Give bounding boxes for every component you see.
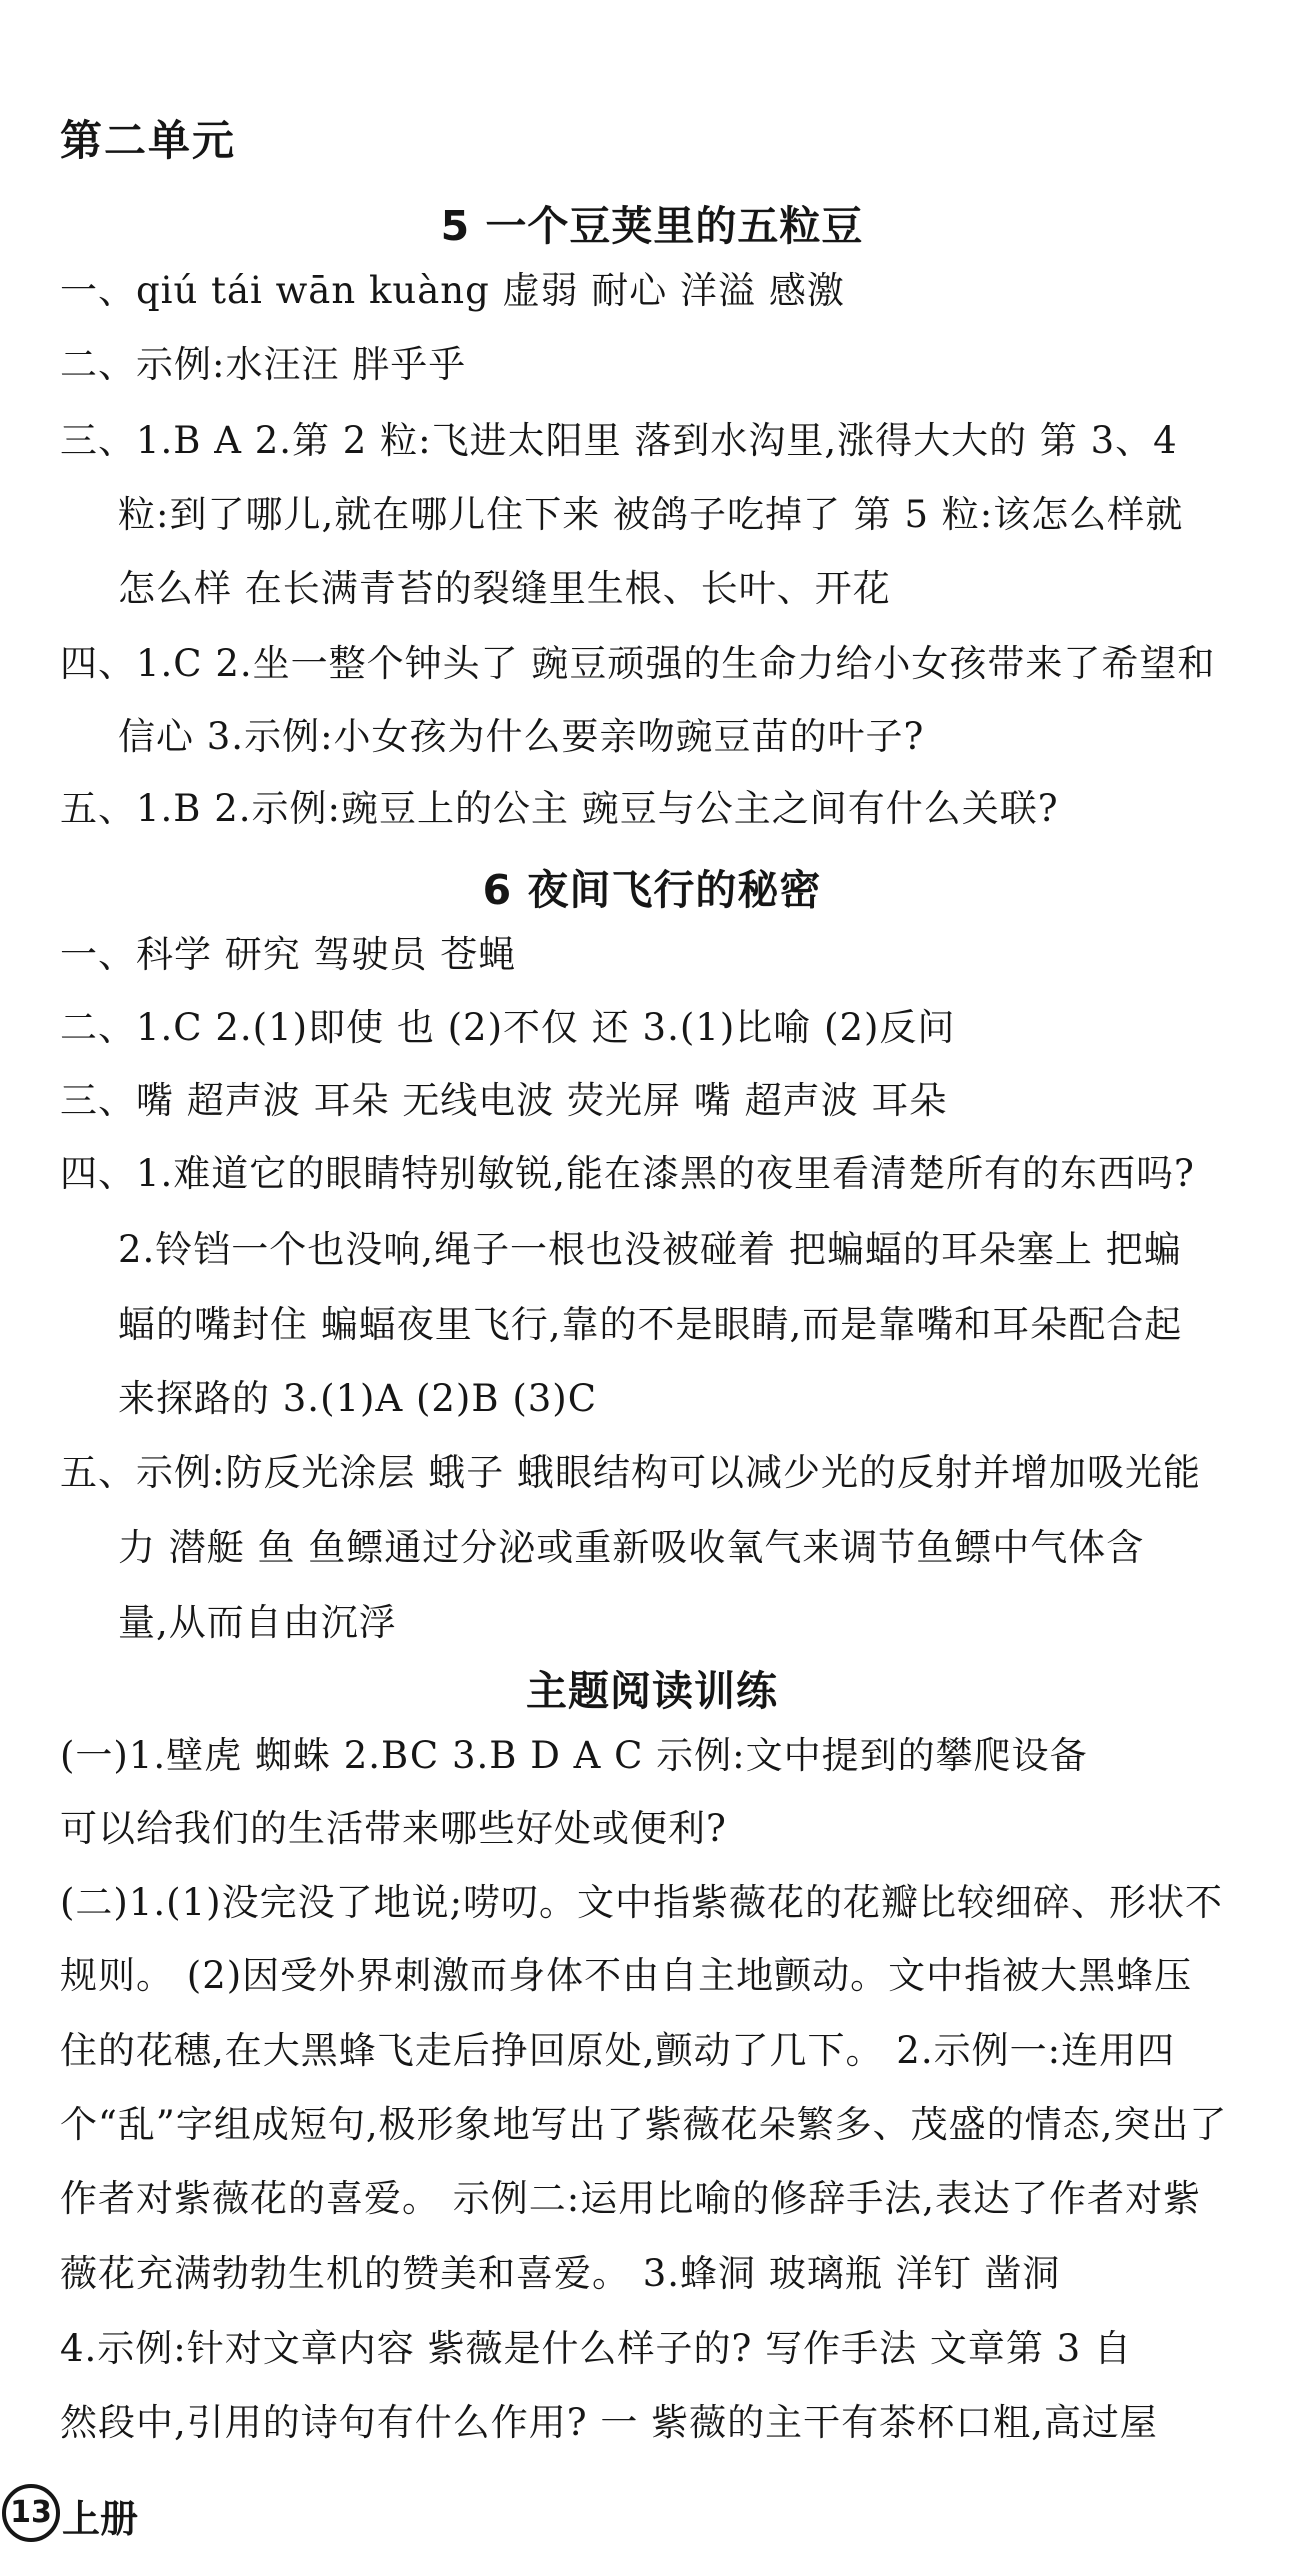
answer-line: 规则。 (2)因受外界刺激而身体不由自主地颤动。文中指被大黑蜂压 — [60, 1954, 1193, 1997]
answer-line: 力 潜艇 鱼 鱼鳔通过分泌或重新吸收氧气来调节鱼鳔中气体含 — [118, 1526, 1145, 1569]
answer-line: 怎么样 在长满青苔的裂缝里生根、长叶、开花 — [118, 567, 891, 610]
answer-line: (二)1.(1)没完没了地说;唠叨。文中指紫薇花的花瓣比较细碎、形状不 — [60, 1881, 1224, 1924]
answer-line: 来探路的 3.(1)A (2)B (3)C — [118, 1377, 598, 1420]
answer-line: 住的花穗,在大黑蜂飞走后挣回原处,颤动了几下。 2.示例一:连用四 — [60, 2029, 1176, 2072]
answer-line: 个“乱”字组成短句,极形象地写出了紫薇花朵繁多、茂盛的情态,突出了 — [60, 2103, 1228, 2146]
section-title-lesson-6: 6 夜间飞行的秘密 — [482, 866, 822, 914]
answer-line: 二、1.C 2.(1)即使 也 (2)不仅 还 3.(1)比喻 (2)反问 — [60, 1006, 956, 1049]
answer-line: 三、1.B A 2.第 2 粒:飞进太阳里 落到水沟里,涨得大大的 第 3、4 — [60, 419, 1178, 462]
answer-line: 2.铃铛一个也没响,绳子一根也没被碰着 把蝙蝠的耳朵塞上 把蝙 — [118, 1228, 1182, 1271]
answer-line: 二、示例:水汪汪 胖乎乎 — [60, 343, 467, 386]
answer-line: 五、1.B 2.示例:豌豆上的公主 豌豆与公主之间有什么关联? — [60, 787, 1059, 830]
answer-line: 信心 3.示例:小女孩为什么要亲吻豌豆苗的叶子? — [118, 715, 925, 758]
page-footer — [0, 2478, 300, 2548]
answer-line: 可以给我们的生活带来哪些好处或便利? — [60, 1807, 727, 1850]
answer-line: 作者对紫薇花的喜爱。 示例二:运用比喻的修辞手法,表达了作者对紫 — [60, 2177, 1201, 2220]
volume-label: 上册 — [62, 2497, 139, 2541]
page-number-badge: 13 — [2, 2484, 60, 2542]
answer-line: 一、科学 研究 驾驶员 苍蝇 — [60, 933, 517, 976]
section-title-reading-training: 主题阅读训练 — [526, 1667, 778, 1715]
answer-line: 蝠的嘴封住 蝙蝠夜里飞行,靠的不是眼睛,而是靠嘴和耳朵配合起 — [118, 1303, 1183, 1346]
answer-line: 三、嘴 超声波 耳朵 无线电波 荧光屏 嘴 超声波 耳朵 — [60, 1079, 948, 1122]
unit-title: 第二单元 — [60, 116, 237, 165]
answer-line: 然段中,引用的诗句有什么作用? 一 紫薇的主干有茶杯口粗,高过屋 — [60, 2401, 1158, 2444]
answer-line: 五、示例:防反光涂层 蛾子 蛾眼结构可以减少光的反射并增加吸光能 — [60, 1451, 1201, 1494]
answer-line: 4.示例:针对文章内容 紫薇是什么样子的? 写作手法 文章第 3 自 — [60, 2327, 1132, 2370]
answer-line: 一、qiú tái wān kuàng 虚弱 耐心 洋溢 感激 — [60, 269, 845, 312]
answer-line: 粒:到了哪儿,就在哪儿住下来 被鸽子吃掉了 第 5 粒:该怎么样就 — [118, 493, 1184, 536]
answer-line: 量,从而自由沉浮 — [118, 1601, 397, 1644]
answer-line: 四、1.C 2.坐一整个钟头了 豌豆顽强的生命力给小女孩带来了希望和 — [60, 642, 1216, 685]
answer-line: 四、1.难道它的眼睛特别敏锐,能在漆黑的夜里看清楚所有的东西吗? — [60, 1152, 1195, 1195]
answer-line: (一)1.壁虎 蜘蛛 2.BC 3.B D A C 示例:文中提到的攀爬设备 — [60, 1734, 1088, 1777]
section-title-lesson-5: 5 一个豆荚里的五粒豆 — [440, 202, 864, 250]
answer-line: 薇花充满勃勃生机的赞美和喜爱。 3.蜂洞 玻璃瓶 洋钉 凿洞 — [60, 2252, 1061, 2295]
